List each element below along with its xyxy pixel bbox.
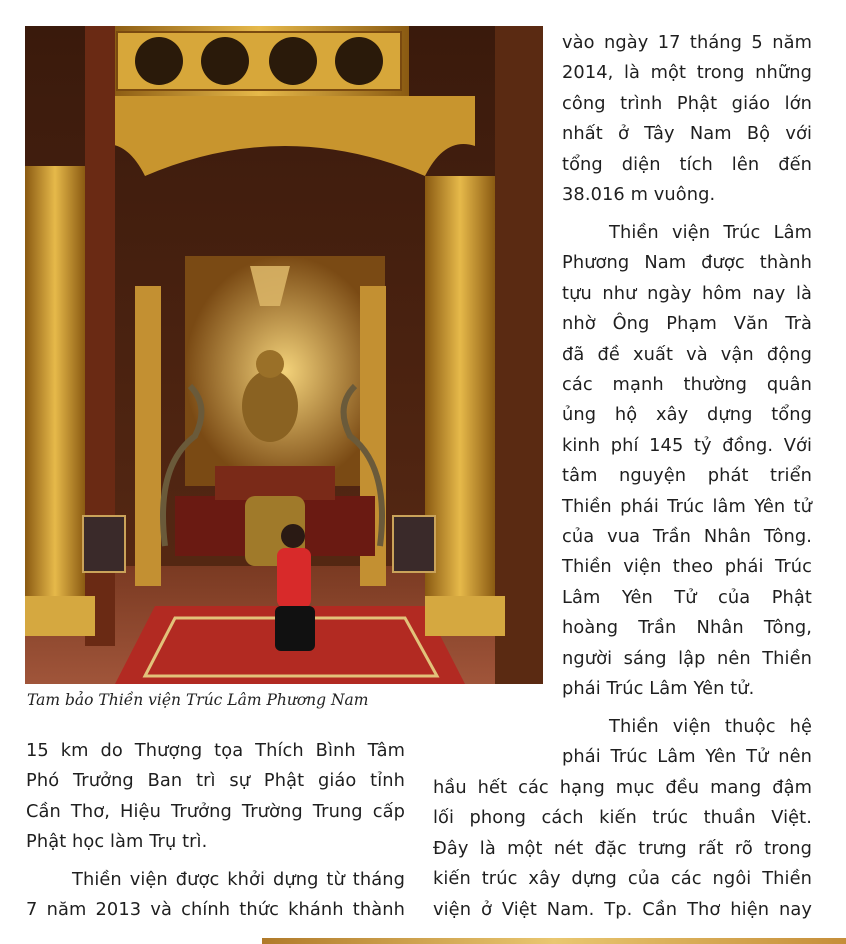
text-line: Phó Trưởng Ban trì sự Phật giáo tỉnh — [26, 770, 405, 792]
text-line: Thiền viện theo phái Trúc — [562, 556, 812, 578]
text-line: Thiền viện Trúc Lâm — [609, 222, 812, 243]
text-line: phái Trúc Lâm Yên Tử nên — [562, 746, 812, 768]
text-line: Thiền viện được khởi dựng từ tháng — [72, 869, 405, 890]
temple-hall-photo — [25, 26, 543, 684]
text-line: Thiền viện thuộc hệ — [609, 716, 812, 737]
text-line: kinh phí 145 tỷ đồng. Với — [562, 434, 812, 456]
text-line: 38.016 m vuông. — [562, 184, 716, 205]
text-line: tâm nguyện phát triển — [562, 465, 812, 487]
text-line: Phật học làm Trụ trì. — [26, 831, 208, 853]
text-line: viện ở Việt Nam. Tp. Cần Thơ hiện nay — [433, 898, 812, 920]
text-line: vào ngày 17 tháng 5 năm — [562, 32, 812, 53]
footer-gold-bar — [262, 938, 846, 944]
text-line: tựu như ngày hôm nay là — [562, 282, 812, 304]
text-line: lối phong cách kiến trúc thuần Việt. — [433, 807, 812, 829]
text-line: 15 km do Thượng tọa Thích Bình Tâm — [26, 740, 405, 761]
text-line: Thiền phái Trúc lâm Yên tử — [562, 495, 812, 517]
text-line: hầu hết các hạng mục đều mang đậm — [433, 777, 812, 798]
text-line: nhờ Ông Phạm Văn Trà — [562, 313, 812, 335]
text-line: Phương Nam được thành — [562, 252, 812, 274]
text-line: kiến trúc xây dựng của các ngôi Thiền — [433, 868, 812, 890]
text-line: của vua Trần Nhân Tông. — [562, 526, 812, 547]
text-line: người sáng lập nên Thiền — [562, 647, 812, 669]
text-line: Đây là một nét đặc trưng rất rõ trong — [433, 837, 812, 859]
photo-caption: Tam bảo Thiền viện Trúc Lâm Phương Nam — [27, 691, 369, 709]
text-line: Cần Thơ, Hiệu Trưởng Trường Trung cấp — [26, 800, 405, 822]
text-line: công trình Phật giáo lớn — [562, 92, 812, 114]
text-line: tổng diện tích lên đến — [562, 153, 812, 175]
text-line: hoàng Trần Nhân Tông, — [562, 617, 812, 639]
text-line: 2014, là một trong những — [562, 62, 812, 84]
text-line: Lâm Yên Tử của Phật — [562, 586, 812, 608]
text-line: nhất ở Tây Nam Bộ với — [562, 123, 812, 145]
text-line: 7 năm 2013 và chính thức khánh thành — [26, 899, 405, 921]
text-line: các mạnh thường quân — [562, 374, 812, 395]
text-line: ủng hộ xây dựng tổng — [562, 404, 812, 426]
text-line: phái Trúc Lâm Yên tử. — [562, 678, 755, 699]
text-line: đã đề xuất và vận động — [562, 343, 812, 365]
